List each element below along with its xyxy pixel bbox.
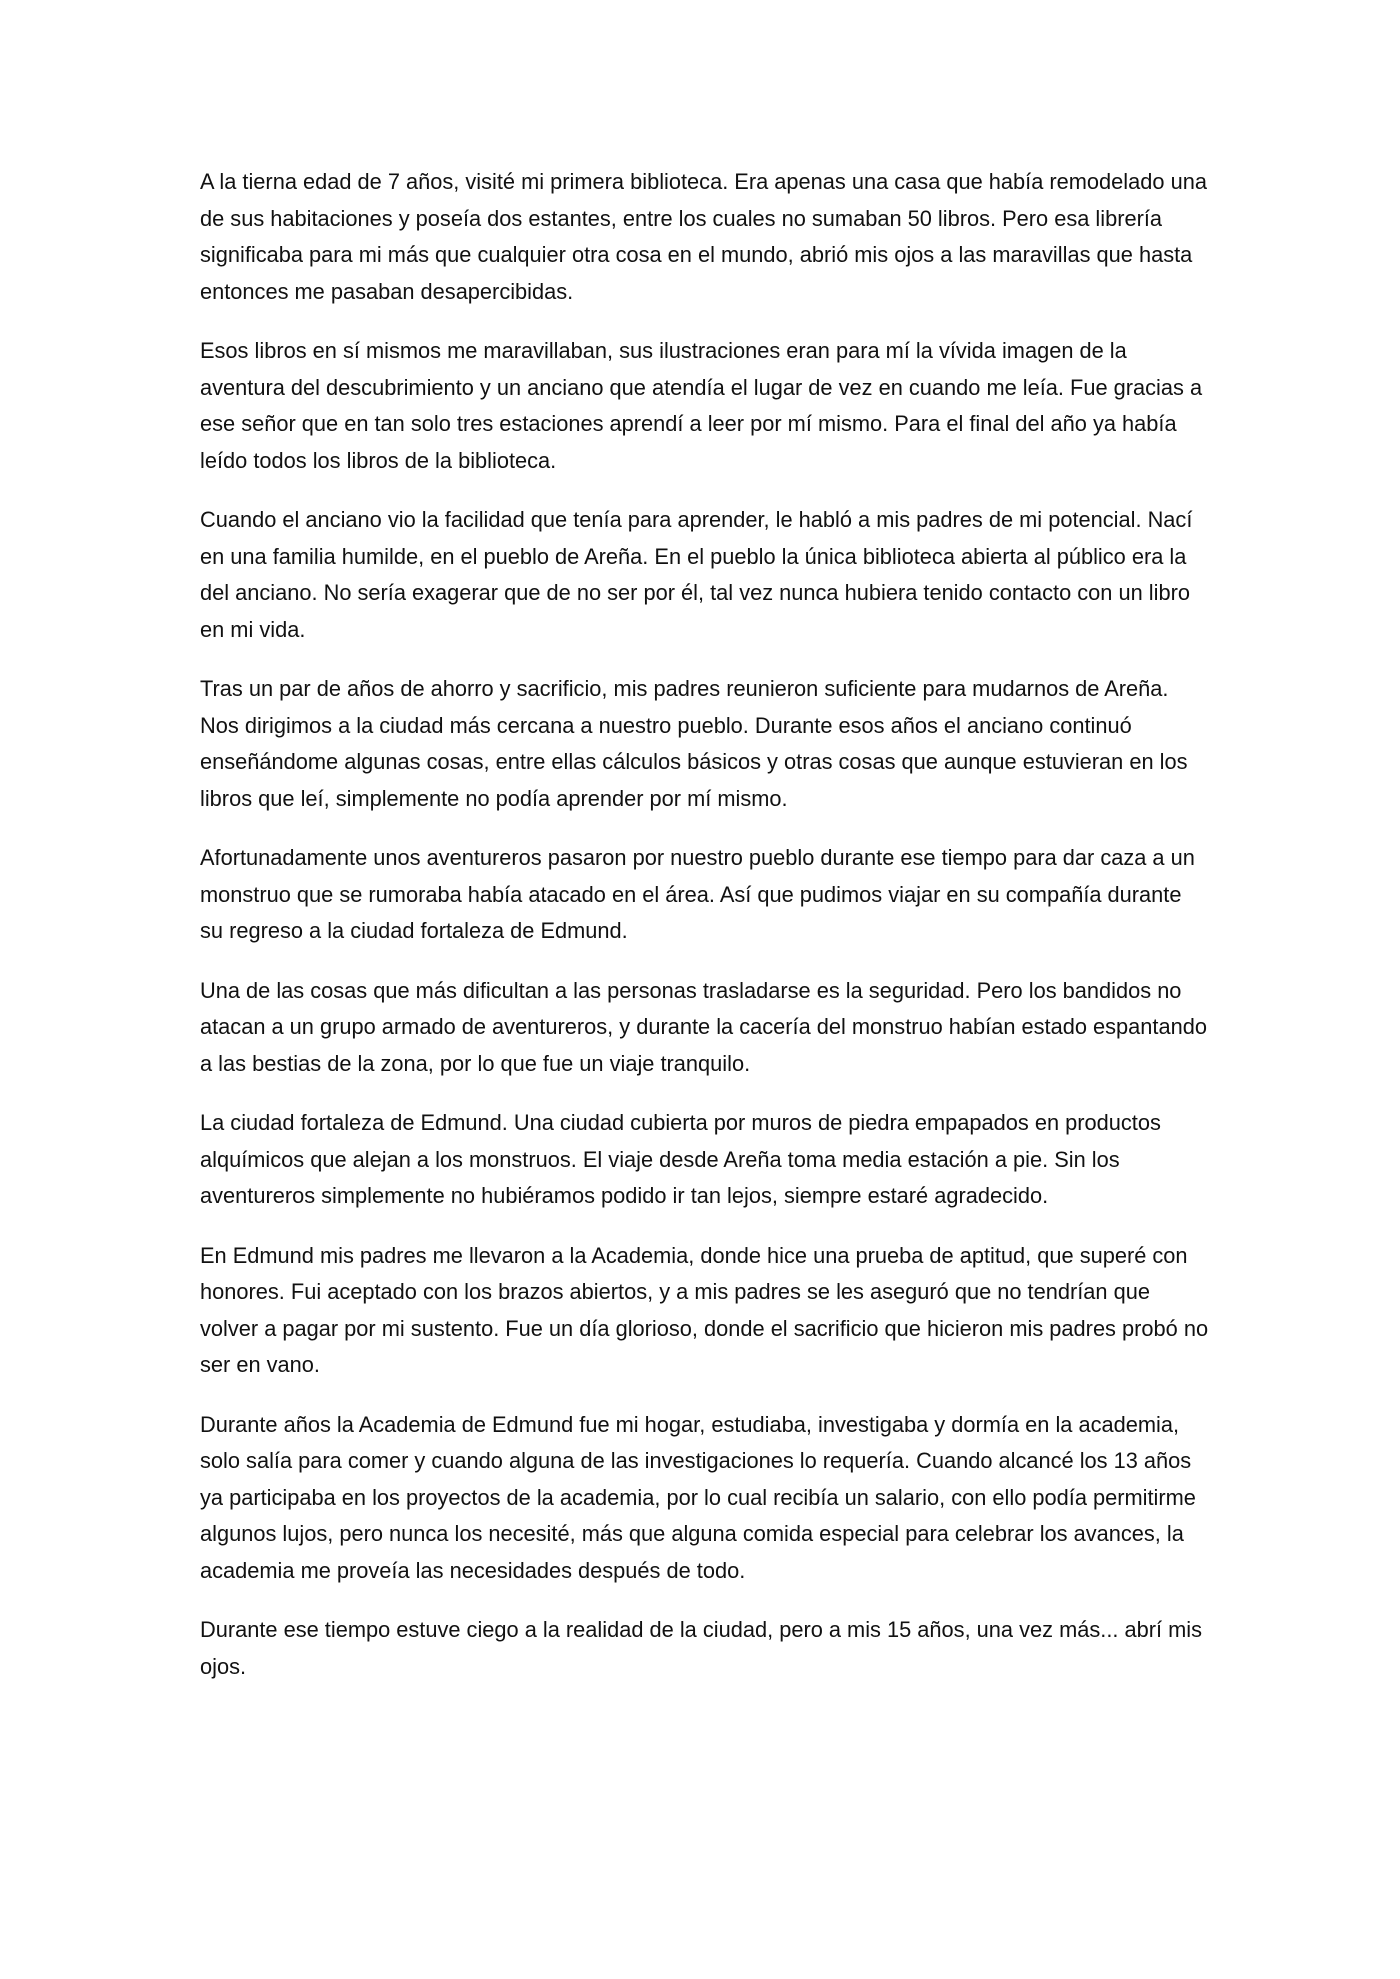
paragraph-1: A la tierna edad de 7 años, visité mi primera biblioteca. Era apenas una casa que había remodelado una de sus habitaciones y poseía dos estantes, entre los cuales no sumaban 50 libros. Pero esa librería significaba para mi más que cualquier otra cosa en el mundo, abrió mis ojos a las maravillas que hasta entonces me pasaban desapercibidas. (200, 169, 1207, 304)
paragraph-9: Durante años la Academia de Edmund fue mi hogar, estudiaba, investigaba y dormía en la academia, solo salía para comer y cuando alguna de las investigaciones lo requería. Cuando alcancé los 13 años ya participaba en los proyectos de la academia, por lo cual recibía un salario, con ello podía permitirme algunos lujos, pero nunca los necesité, más que alguna comida especial para celebrar los avances, la academia me proveía las necesidades después de todo. (200, 1411, 1196, 1583)
paragraph-7: La ciudad fortaleza de Edmund. Una ciudad cubierta por muros de piedra empapados en productos alquímicos que alejan a los monstruos. El viaje desde Areña toma media estación a pie. Sin los aventureros simplemente no hubiéramos podido ir tan lejos, siempre estaré agradecido. (200, 1110, 1161, 1208)
paragraph-5: Afortunadamente unos aventureros pasaron por nuestro pueblo durante ese tiempo para dar caza a un monstruo que se rumoraba había atacado en el área. Así que pudimos viajar en su compañía durante su regreso a la ciudad fortaleza de Edmund. (200, 845, 1195, 943)
paragraph-6: Una de las cosas que más dificultan a las personas trasladarse es la seguridad. Pero los bandidos no atacan a un grupo armado de aventureros, y durante la cacería del monstruo habían estado espantando a las bestias de la zona, por lo que fue un viaje tranquilo. (200, 977, 1207, 1076)
paragraph-10: Durante ese tiempo estuve ciego a la realidad de la ciudad, pero a mis 15 años, una vez más... abrí mis ojos. (200, 1617, 1202, 1679)
paragraph-3: Cuando el anciano vio la facilidad que tenía para aprender, le habló a mis padres de mi potencial. Nací en una familia humilde, en el pueblo de Areña. En el pueblo la única biblioteca abierta al público era la del anciano. No sería exagerar que de no ser por él, tal vez nunca hubiera tenido contacto con un libro en mi vida. (200, 507, 1193, 642)
document-body (200, 164, 1210, 1708)
paragraph-8: En Edmund mis padres me llevaron a la Academia, donde hice una prueba de aptitud, que superé con honores. Fui aceptado con los brazos abiertos, y a mis padres se les aseguró que no tendrían que volver a pagar por mi sustento. Fue un día glorioso, donde el sacrificio que hicieron mis padres probó no ser en vano. (200, 1242, 1209, 1377)
paragraph-2: Esos libros en sí mismos me maravillaban, sus ilustraciones eran para mí la vívida imagen de la aventura del descubrimiento y un anciano que atendía el lugar de vez en cuando me leía. Fue gracias a ese señor que en tan solo tres estaciones aprendí a leer por mí mismo. Para el final del año ya había leído todos los libros de la biblioteca. (200, 338, 1203, 473)
paragraph-4: Tras un par de años de ahorro y sacrificio, mis padres reunieron suficiente para mudarnos de Areña. Nos dirigimos a la ciudad más cercana a nuestro pueblo. Durante esos años el anciano continuó enseñándome algunas cosas, entre ellas cálculos básicos y otras cosas que aunque estuvieran en los libros que leí, simplemente no podía aprender por mí mismo. (200, 676, 1188, 811)
